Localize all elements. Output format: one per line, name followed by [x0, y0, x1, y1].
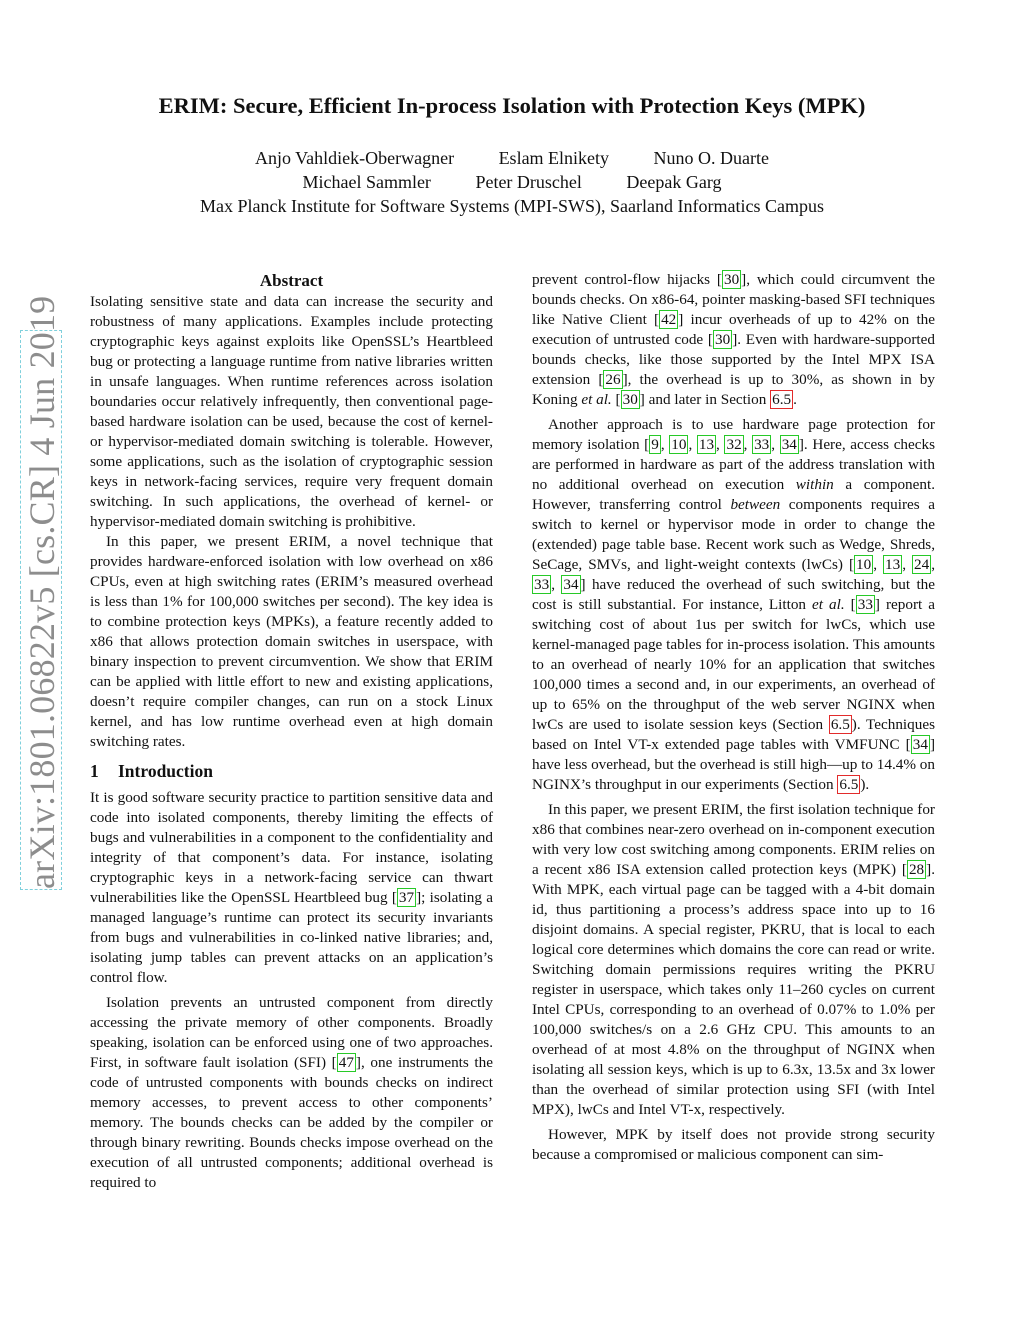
arxiv-identifier-stamp[interactable]: arXiv:1801.06822v5 [cs.CR] 4 Jun 2019	[22, 295, 62, 889]
section-heading-introduction	[90, 760, 493, 782]
citation-link[interactable]: 42	[661, 311, 677, 328]
citation-link[interactable]: 26	[605, 371, 621, 388]
abstract-paragraph: In this paper, we present ERIM, a novel technique that provides hardware-enforced isolation with low overhead on x86 CPUs, even at high switching rates (ERIM’s measured overhead is less than 1% for 100,000 switches per second). The key idea is to combine protection keys (MPKs), a feature recently added to x86 that allows protection domain switches in userspace, with binary inspection to prevent circumvention. We show that ERIM can be applied with little effort to new and existing applications, doesn’t require compiler changes, can run on a stock Linux kernel, and has low runtime overhead even at high domain switching rates.	[90, 533, 493, 750]
intro-paragraph: Isolation prevents an untrusted component from directly accessing the private memory of other components. Broadly speaking, isolation can be enforced using one of two approaches. First, in software fault isolation (SFI) [ 47 ], one instruments the code of untrusted components with bounds checks on indirect memory accesses, to prevent access to other components’ memory. The bounds checks can be added by the compiler or through binary rewriting. Bounds checks impose overhead on the execution of all untrusted components; additional overhead is required to	[90, 994, 493, 1191]
section-reference-link[interactable]: 6.5	[839, 776, 859, 793]
abstract-heading: Abstract	[259, 271, 324, 290]
citation-link[interactable]: 33	[857, 596, 873, 613]
citation-link[interactable]: 33	[754, 436, 770, 453]
citation-link[interactable]: 34	[781, 436, 797, 453]
citation-link[interactable]: 37	[398, 889, 415, 906]
citation-link[interactable]: 10	[671, 436, 687, 453]
citation-link[interactable]: 32	[726, 436, 742, 453]
abstract-paragraph: Isolating sensitive state and data can increase the security and robustness of many applications. Examples include protecting cryptographic keys against exploits like OpenSSL’s Heartbleed bug or protecting a language runtime from native libraries written in unsafe languages. When runtime references across isolation boundaries occur relatively infrequently, then conventional page-based hardware isolation can be used, because the cost of kernel- or hypervisor-mediated domain switching is tolerable. However, some applications, such as the isolation of cryptographic session keys in network-facing services, require very frequent domain switching. In such applications, the overhead of kernel- or hypervisor-mediated domain switching is prohibitive.	[90, 293, 493, 530]
citation-link[interactable]: 30	[622, 391, 638, 408]
body-paragraph: prevent control-flow hijacks [ 30 ], which could circumvent the bounds checks. On x86-64, pointer masking-based SFI techniques like Native Client [ 42 ] incur overheads of up to 42% on the execution of untrusted code [ 30 ]. Even with hardware-supported bounds checks, like those supported by the Intel MPX ISA extension [ 26 ], the overhead is up to 30%, as shown in by Koning et al. [ 30 ] and later in Section 6.5 .	[532, 271, 936, 408]
citation-link[interactable]: 24	[914, 556, 930, 573]
author-row-1	[0, 146, 1024, 170]
author-name: Michael Sammler	[302, 172, 431, 192]
section-number: 1	[90, 761, 99, 781]
author-name: Anjo Vahldiek-Oberwagner	[254, 148, 455, 168]
author-name: Peter Druschel	[475, 172, 582, 192]
intro-paragraph: It is good software security practice to partition sensitive data and code into isolated components, thereby limiting the effects of bugs and vulnerabilities in a component to the confidentiality and integrity of that component’s data. For instance, isolating cryptographic keys in a network-facing service can thwart vulnerabilities like the OpenSSL Heartbleed bug [ 37 ]; isolating a managed language’s runtime can protect its security invariants from bugs and vulnerabilities in co-linked native libraries; and, isolating jump tables can prevent attacks on an application’s control flow.	[90, 789, 493, 986]
citation-link[interactable]: 13	[885, 556, 901, 573]
paper-title: ERIM: Secure, Efficient In-process Isolation with Protection Keys (MPK)	[158, 93, 866, 118]
body-paragraph: Another approach is to use hardware page protection for memory isolation [ 9 , 10 , 13 , 32 , 33 , 34 ]. Here, access checks are performed in hardware as part of the address translation with no additional overhead on execution within a component. However, transferring control between components requires a switch to kernel or hypervisor mode in order to change the (extended) page table base. Recent work such as Wedge, Shreds, SeCage, SMVs, and light-weight contexts (lwCs) [ 10 , 13 , 24 , 33 , 34 ] have reduced the overhead of such switching, but the cost is still substantial. For instance, Litton et al. [ 33 ] report a switching cost of about 1us per switch for lwCs, which use kernel-managed page tables for in-process isolation. This amounts to an overhead of nearly 10% for an application that switches 100,000 times a second and, in our experiments, an overhead of up to 65% on the throughput of the web server NGINX when lwCs are used to isolate session keys (Section 6.5 ). Techniques based on Intel VT-x extended page tables with VMFUNC [ 34 ] have less overhead, but the overhead is still high—up to 14.4% on NGINX’s throughput in our experiments (Section 6.5 ).	[532, 416, 936, 793]
citation-link[interactable]: 9	[651, 436, 659, 453]
author-name: Nuno O. Duarte	[653, 148, 770, 168]
citation-link[interactable]: 34	[912, 736, 928, 753]
body-paragraph: However, MPK by itself does not provide strong security because a compromised or malicious component can sim-	[532, 1126, 935, 1163]
citation-link[interactable]: 30	[715, 331, 731, 348]
citation-link[interactable]: 33	[534, 576, 550, 593]
citation-link[interactable]: 34	[563, 576, 579, 593]
author-name: Deepak Garg	[626, 172, 722, 192]
citation-link[interactable]: 30	[723, 271, 740, 288]
author-block	[0, 146, 1024, 218]
citation-link[interactable]: 47	[338, 1054, 354, 1071]
right-column	[532, 270, 935, 1165]
citation-link[interactable]: 10	[856, 556, 872, 573]
author-row-2	[0, 170, 1024, 194]
affiliation: Max Planck Institute for Software Systems (MPI-SWS), Saarland Informatics Campus	[200, 196, 824, 216]
section-reference-link[interactable]: 6.5	[830, 716, 850, 733]
section-title: Introduction	[118, 761, 213, 781]
section-reference-link[interactable]: 6.5	[772, 391, 792, 408]
body-paragraph: In this paper, we present ERIM, the first isolation technique for x86 that combines near-zero overhead on in-component execution with very low cost switching among components. ERIM relies on a recent x86 ISA extension called protection keys (MPK) [ 28 ]. With MPK, each virtual page can be tagged with a 4-bit domain id, thus partitioning a process’s address space into up to 16 disjoint domains. A special register, PKRU, that is local to each logical core determines which domains the core can read or write. Switching domain permissions requires writing the PKRU register in userspace, which takes only 11–260 cycles on current Intel CPUs, corresponding to an overhead of 0.07% to 1.0% per 100,000 switches/s on a 2.6 GHz CPU. This amounts to an overhead of at most 4.8% on the throughput of NGINX when isolating all session keys, which is up to 6.3x, 13.5x and 3x lower than the overhead of similar protection using SFI (with Intel MPX), lwCs and Intel VT-x, respectively.	[532, 801, 935, 1118]
citation-link[interactable]: 13	[698, 436, 715, 453]
citation-link[interactable]: 28	[908, 861, 925, 878]
author-name: Eslam Elnikety	[498, 148, 610, 168]
left-column	[90, 270, 493, 1193]
